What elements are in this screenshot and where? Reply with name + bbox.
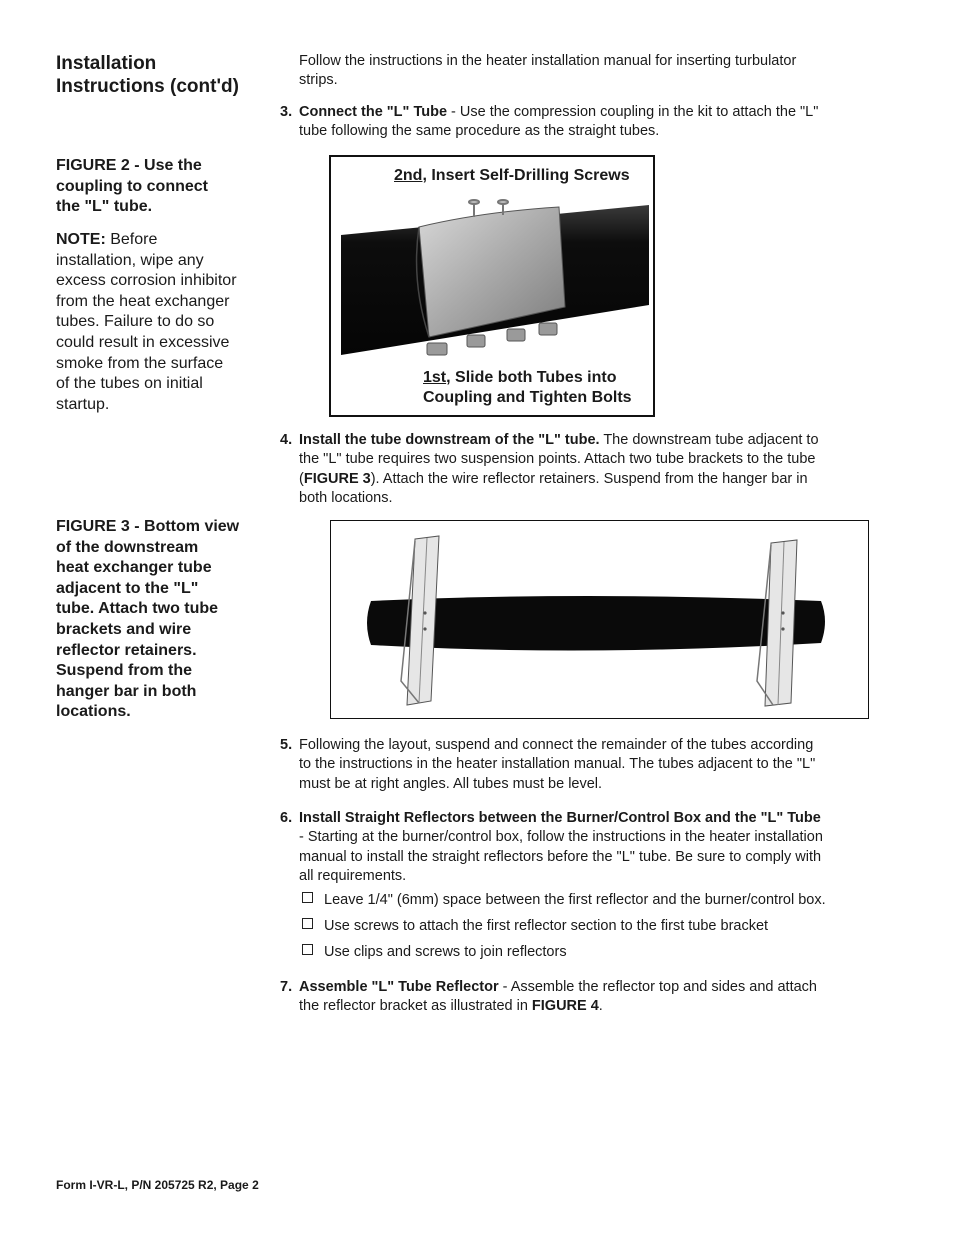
checklist-text: Use screws to attach the first reflector section to the first tube bracket bbox=[324, 918, 769, 934]
step-line: the "L" tube requires two suspension points. Attach two tube brackets to the tube bbox=[299, 451, 816, 468]
page-footer: Form I-VR-L, P/N 205725 R2, Page 2 bbox=[56, 1178, 259, 1192]
checklist-item bbox=[302, 943, 567, 962]
callout-text: , Insert Self-Drilling Screws bbox=[422, 167, 630, 184]
checklist-item bbox=[302, 891, 826, 910]
caption-line: Suspend from the bbox=[56, 662, 193, 680]
checklist-text: Use clips and screws to join reflectors bbox=[324, 944, 567, 960]
step-line: tube following the same procedure as the straight tubes. bbox=[299, 123, 660, 140]
figure-2-coupling bbox=[329, 155, 655, 417]
intro-line: strips. bbox=[299, 72, 338, 89]
caption-line: adjacent to the "L" bbox=[56, 579, 199, 597]
step-7 bbox=[280, 978, 870, 1017]
step-number: 4. bbox=[280, 432, 293, 448]
section-heading bbox=[56, 52, 276, 98]
figure-3-caption bbox=[56, 517, 261, 723]
step-line: all requirements. bbox=[299, 867, 407, 884]
step-5 bbox=[280, 736, 870, 794]
caption-line: brackets and wire bbox=[56, 620, 192, 638]
callout-slide-tubes bbox=[423, 368, 632, 408]
step-line: ( bbox=[299, 470, 304, 487]
intro-line: Follow the instructions in the heater installation manual for inserting turbulator bbox=[299, 53, 797, 69]
step-3 bbox=[280, 103, 870, 142]
intro-paragraph bbox=[299, 52, 869, 91]
step-number: 6. bbox=[280, 810, 293, 826]
callout-insert-screws bbox=[394, 166, 630, 186]
figure-3-tube-brackets bbox=[330, 520, 869, 719]
caption-line: coupling to connect bbox=[56, 177, 208, 195]
step-number: 3. bbox=[280, 104, 293, 120]
note-line: of the tubes on initial bbox=[56, 375, 203, 393]
note-line: excess corrosion inhibitor bbox=[56, 272, 237, 290]
note-paragraph bbox=[56, 230, 261, 415]
note-line: from the heat exchanger bbox=[56, 292, 230, 310]
step-3-text bbox=[299, 103, 870, 142]
note-line: tubes. Failure to do so bbox=[56, 313, 215, 331]
figure-2-caption bbox=[56, 156, 261, 218]
right-bracket bbox=[757, 540, 797, 706]
caption-line: of the downstream bbox=[56, 538, 199, 556]
caption-line: tube. Attach two tube bbox=[56, 600, 219, 618]
checkbox-icon bbox=[302, 918, 313, 929]
checkbox-icon bbox=[302, 892, 313, 903]
note-line: smoke from the surface bbox=[56, 354, 224, 372]
note-line: startup. bbox=[56, 395, 110, 413]
step-line: The downstream tube adjacent to bbox=[599, 432, 819, 448]
step-number: 5. bbox=[280, 737, 293, 753]
step-line: to the instructions in the heater installation manual. The tubes adjacent to the "L" bbox=[299, 756, 816, 773]
step-7-text bbox=[299, 978, 870, 1017]
caption-line: heat exchanger tube bbox=[56, 559, 212, 577]
step-line: both locations. bbox=[299, 489, 393, 506]
note-line: could result in excessive bbox=[56, 333, 230, 351]
callout-step-label: 1st bbox=[423, 369, 447, 386]
step-4 bbox=[280, 431, 870, 508]
note-line: Before bbox=[110, 231, 158, 248]
step-title: Install Straight Reflectors between the Burner/Control Box and the "L" Tube bbox=[299, 810, 821, 826]
callout-step-label: 2nd bbox=[394, 167, 423, 184]
note-line: installation, wipe any bbox=[56, 251, 204, 269]
caption-line: FIGURE 3 - Bottom view bbox=[56, 518, 240, 535]
step-line: - Assemble the reflector top and sides and attach bbox=[498, 979, 817, 995]
tube-bracket-illustration bbox=[331, 521, 867, 717]
step-4-text bbox=[299, 431, 870, 508]
step-line: - Starting at the burner/control box, follow the instructions in the heater installation bbox=[299, 829, 823, 846]
step-line: the reflector bracket as illustrated in bbox=[299, 998, 532, 1015]
step-line: must be at right angles. All tubes must be level. bbox=[299, 775, 603, 792]
step-6 bbox=[280, 809, 870, 886]
left-bracket bbox=[401, 536, 439, 705]
heading-line-2: Instructions (cont'd) bbox=[56, 76, 239, 97]
callout-text: , Slide both Tubes into bbox=[446, 369, 617, 386]
caption-line: locations. bbox=[56, 703, 131, 721]
note-label: NOTE: bbox=[56, 231, 106, 248]
caption-line: the "L" tube. bbox=[56, 198, 153, 216]
step-title: Connect the "L" Tube bbox=[299, 104, 448, 120]
step-line: ). Attach the wire reflector retainers. Suspend from the hanger bar in bbox=[370, 470, 808, 487]
step-line: - Use the compression coupling in the kit to attach the "L" bbox=[447, 104, 819, 120]
step-number: 7. bbox=[280, 979, 293, 995]
caption-line: reflector retainers. bbox=[56, 641, 197, 659]
step-title: Install the tube downstream of the "L" tube. bbox=[299, 432, 600, 448]
step-5-text bbox=[299, 736, 870, 794]
callout-text: Coupling and Tighten Bolts bbox=[423, 389, 632, 406]
checklist-item bbox=[302, 917, 768, 936]
checkbox-icon bbox=[302, 944, 313, 955]
step-line: manual to install the straight reflectors before the "L" tube. Be sure to comply with bbox=[299, 848, 822, 865]
step-title: Assemble "L" Tube Reflector bbox=[299, 979, 499, 995]
step-6-text bbox=[299, 809, 870, 886]
step-line: . bbox=[598, 998, 603, 1015]
figure-reference: FIGURE 3 bbox=[303, 470, 371, 487]
checklist-text: Leave 1/4" (6mm) space between the first reflector and the burner/control box. bbox=[324, 892, 826, 908]
step-line: Following the layout, suspend and connect the remainder of the tubes according bbox=[299, 737, 814, 753]
caption-line: FIGURE 2 - Use the bbox=[56, 157, 202, 174]
figure-reference: FIGURE 4 bbox=[531, 998, 599, 1015]
caption-line: hanger bar in both bbox=[56, 682, 197, 700]
heading-line-1: Installation bbox=[56, 53, 157, 74]
